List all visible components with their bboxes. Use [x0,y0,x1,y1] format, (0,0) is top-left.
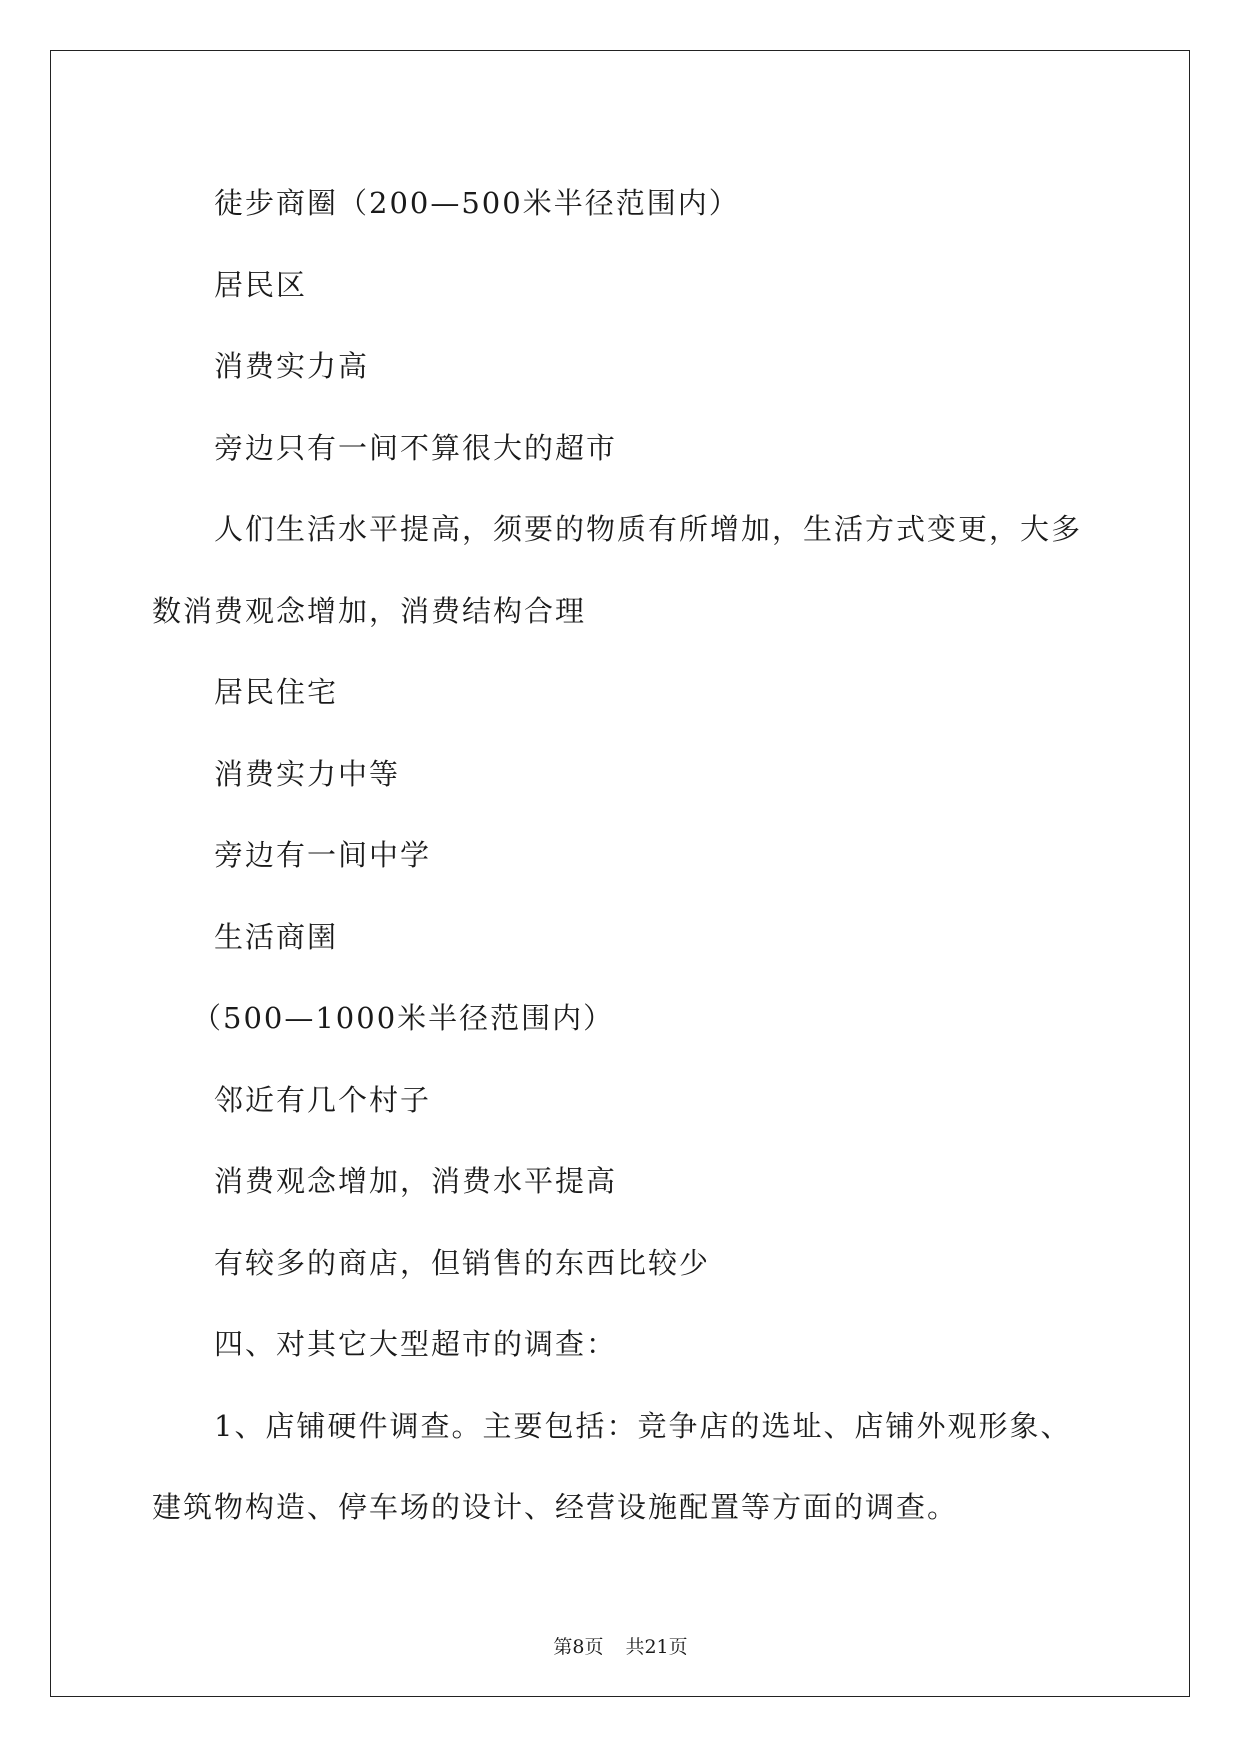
paragraph: 消费实力中等 [214,756,401,791]
paragraph: 徒步商圈（200—500米半径范围内） [214,186,740,220]
paragraph: 居民区 [214,267,308,302]
document-body [152,163,1097,1549]
paragraph: 居民住宅 [214,675,339,709]
page-number: 第8页 [553,1636,604,1658]
page-total: 共21页 [625,1636,688,1658]
paragraph: 消费观念增加，消费水平提高 [214,1164,618,1198]
paragraph: 1、店铺硬件调查。主要包括：竞争店的选址、店铺外观形象、建筑物构造、停车场的设计、经营设施配置等方面的调查。 [152,1408,1072,1524]
page-footer [0,1632,1241,1659]
paragraph: 有较多的商店，但销售的东西比较少 [214,1245,711,1280]
paragraph: 邻近有几个村子 [214,1082,432,1117]
paragraph: 四、对其它大型超市的调查： [214,1327,618,1361]
paragraph: 生活商圉 [214,919,339,954]
paragraph: 旁边有一间中学 [214,838,432,872]
paragraph: 旁边只有一间不算很大的超市 [214,430,618,465]
paragraph: （500—1000米半径范围内） [192,1001,615,1035]
paragraph: 消费实力高 [214,349,370,383]
paragraph: 人们生活水平提高，须要的物质有所增加，生活方式变更，大多数消费观念增加，消费结构合理 [152,512,1083,628]
